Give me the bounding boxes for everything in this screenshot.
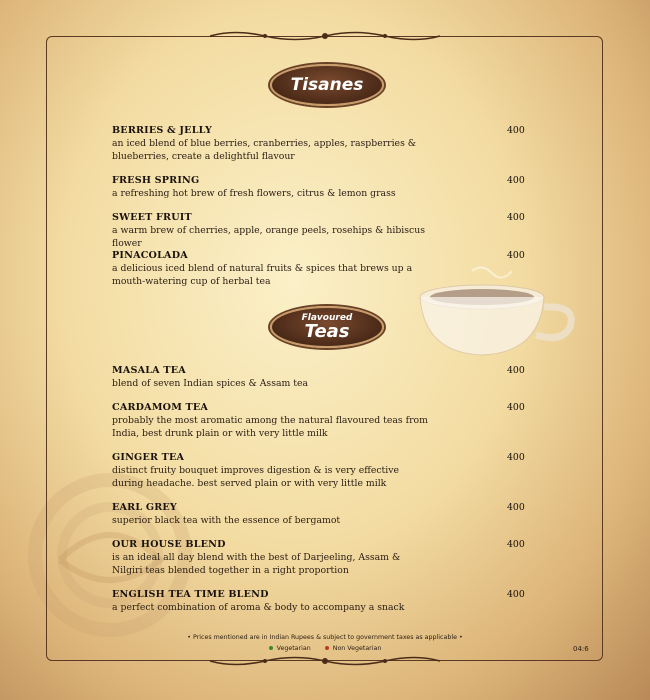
section-title: Tisanes bbox=[290, 75, 364, 95]
item-name: SWEET FRUIT bbox=[112, 212, 192, 223]
item-price: 400 bbox=[507, 402, 525, 413]
item-price: 400 bbox=[507, 365, 525, 376]
item-description: a delicious iced blend of natural fruits & spices that brews up a mouth-watering cup of herbal tea bbox=[112, 263, 413, 287]
section-badge-tisanes bbox=[270, 64, 384, 106]
menu-item bbox=[112, 125, 542, 163]
page-number: 04:6 bbox=[573, 645, 589, 653]
menu-item bbox=[112, 212, 542, 250]
item-name: CARDAMOM TEA bbox=[112, 402, 209, 413]
item-price: 400 bbox=[507, 589, 525, 600]
item-description: superior black tea with the essence of bergamot bbox=[112, 515, 341, 526]
veg-dot-icon bbox=[269, 646, 273, 650]
item-price: 400 bbox=[507, 502, 525, 513]
item-name: FRESH SPRING bbox=[112, 175, 200, 186]
item-price: 400 bbox=[507, 452, 525, 463]
item-description: blend of seven Indian spices & Assam tea bbox=[112, 378, 309, 389]
item-description: an iced blend of blue berries, cranberries, apples, raspberries & blueberries, create a delightful flavour bbox=[112, 138, 417, 162]
section-badge-flavoured-teas bbox=[270, 306, 384, 348]
item-price: 400 bbox=[507, 125, 525, 136]
item-description: a warm brew of cherries, apple, orange peels, rosehips & hibiscus flower bbox=[112, 225, 425, 249]
item-name: PINACOLADA bbox=[112, 250, 188, 261]
menu-item bbox=[112, 365, 542, 390]
item-name: BERRIES & JELLY bbox=[112, 125, 213, 136]
legend-non-vegetarian bbox=[325, 645, 382, 652]
item-description: probably the most aromatic among the natural flavoured teas from India, best drunk plain or with very little milk bbox=[112, 415, 428, 439]
legend-label: Vegetarian bbox=[276, 645, 311, 652]
item-description: distinct fruity bouquet improves digestion & is very effective during headache. best served plain or with very little milk bbox=[112, 465, 400, 489]
menu-item bbox=[112, 589, 542, 614]
menu-item bbox=[112, 452, 542, 490]
menu-item bbox=[112, 402, 542, 440]
item-name: ENGLISH TEA TIME BLEND bbox=[112, 589, 269, 600]
scroll-ornament-icon bbox=[205, 29, 445, 43]
item-description: a perfect combination of aroma & body to accompany a snack bbox=[112, 602, 405, 613]
item-price: 400 bbox=[507, 539, 525, 550]
scroll-ornament-icon bbox=[205, 654, 445, 668]
legend-label: Non Vegetarian bbox=[332, 645, 382, 652]
section-title-big: Teas bbox=[304, 320, 350, 342]
item-name: OUR HOUSE BLEND bbox=[112, 539, 226, 550]
item-name: EARL GREY bbox=[112, 502, 177, 513]
item-description: is an ideal all day blend with the best of Darjeeling, Assam & Nilgiri teas blended together in a right proportion bbox=[112, 552, 401, 576]
menu-item bbox=[112, 539, 542, 577]
legend-vegetarian bbox=[269, 645, 311, 652]
item-description: a refreshing hot brew of fresh flowers, citrus & lemon grass bbox=[112, 188, 396, 199]
item-price: 400 bbox=[507, 212, 525, 223]
menu-item bbox=[112, 175, 542, 200]
item-name: GINGER TEA bbox=[112, 452, 185, 463]
section-title-small: Flavoured bbox=[301, 312, 353, 323]
non-veg-dot-icon bbox=[325, 646, 329, 650]
item-price: 400 bbox=[507, 175, 525, 186]
item-price: 400 bbox=[507, 250, 525, 261]
menu-item bbox=[112, 502, 542, 527]
price-footnote: • Prices mentioned are in Indian Rupees & subject to government taxes as applicable • bbox=[187, 634, 463, 641]
item-name: MASALA TEA bbox=[112, 365, 186, 376]
teacup-icon bbox=[412, 265, 582, 365]
diet-legend bbox=[0, 645, 650, 652]
